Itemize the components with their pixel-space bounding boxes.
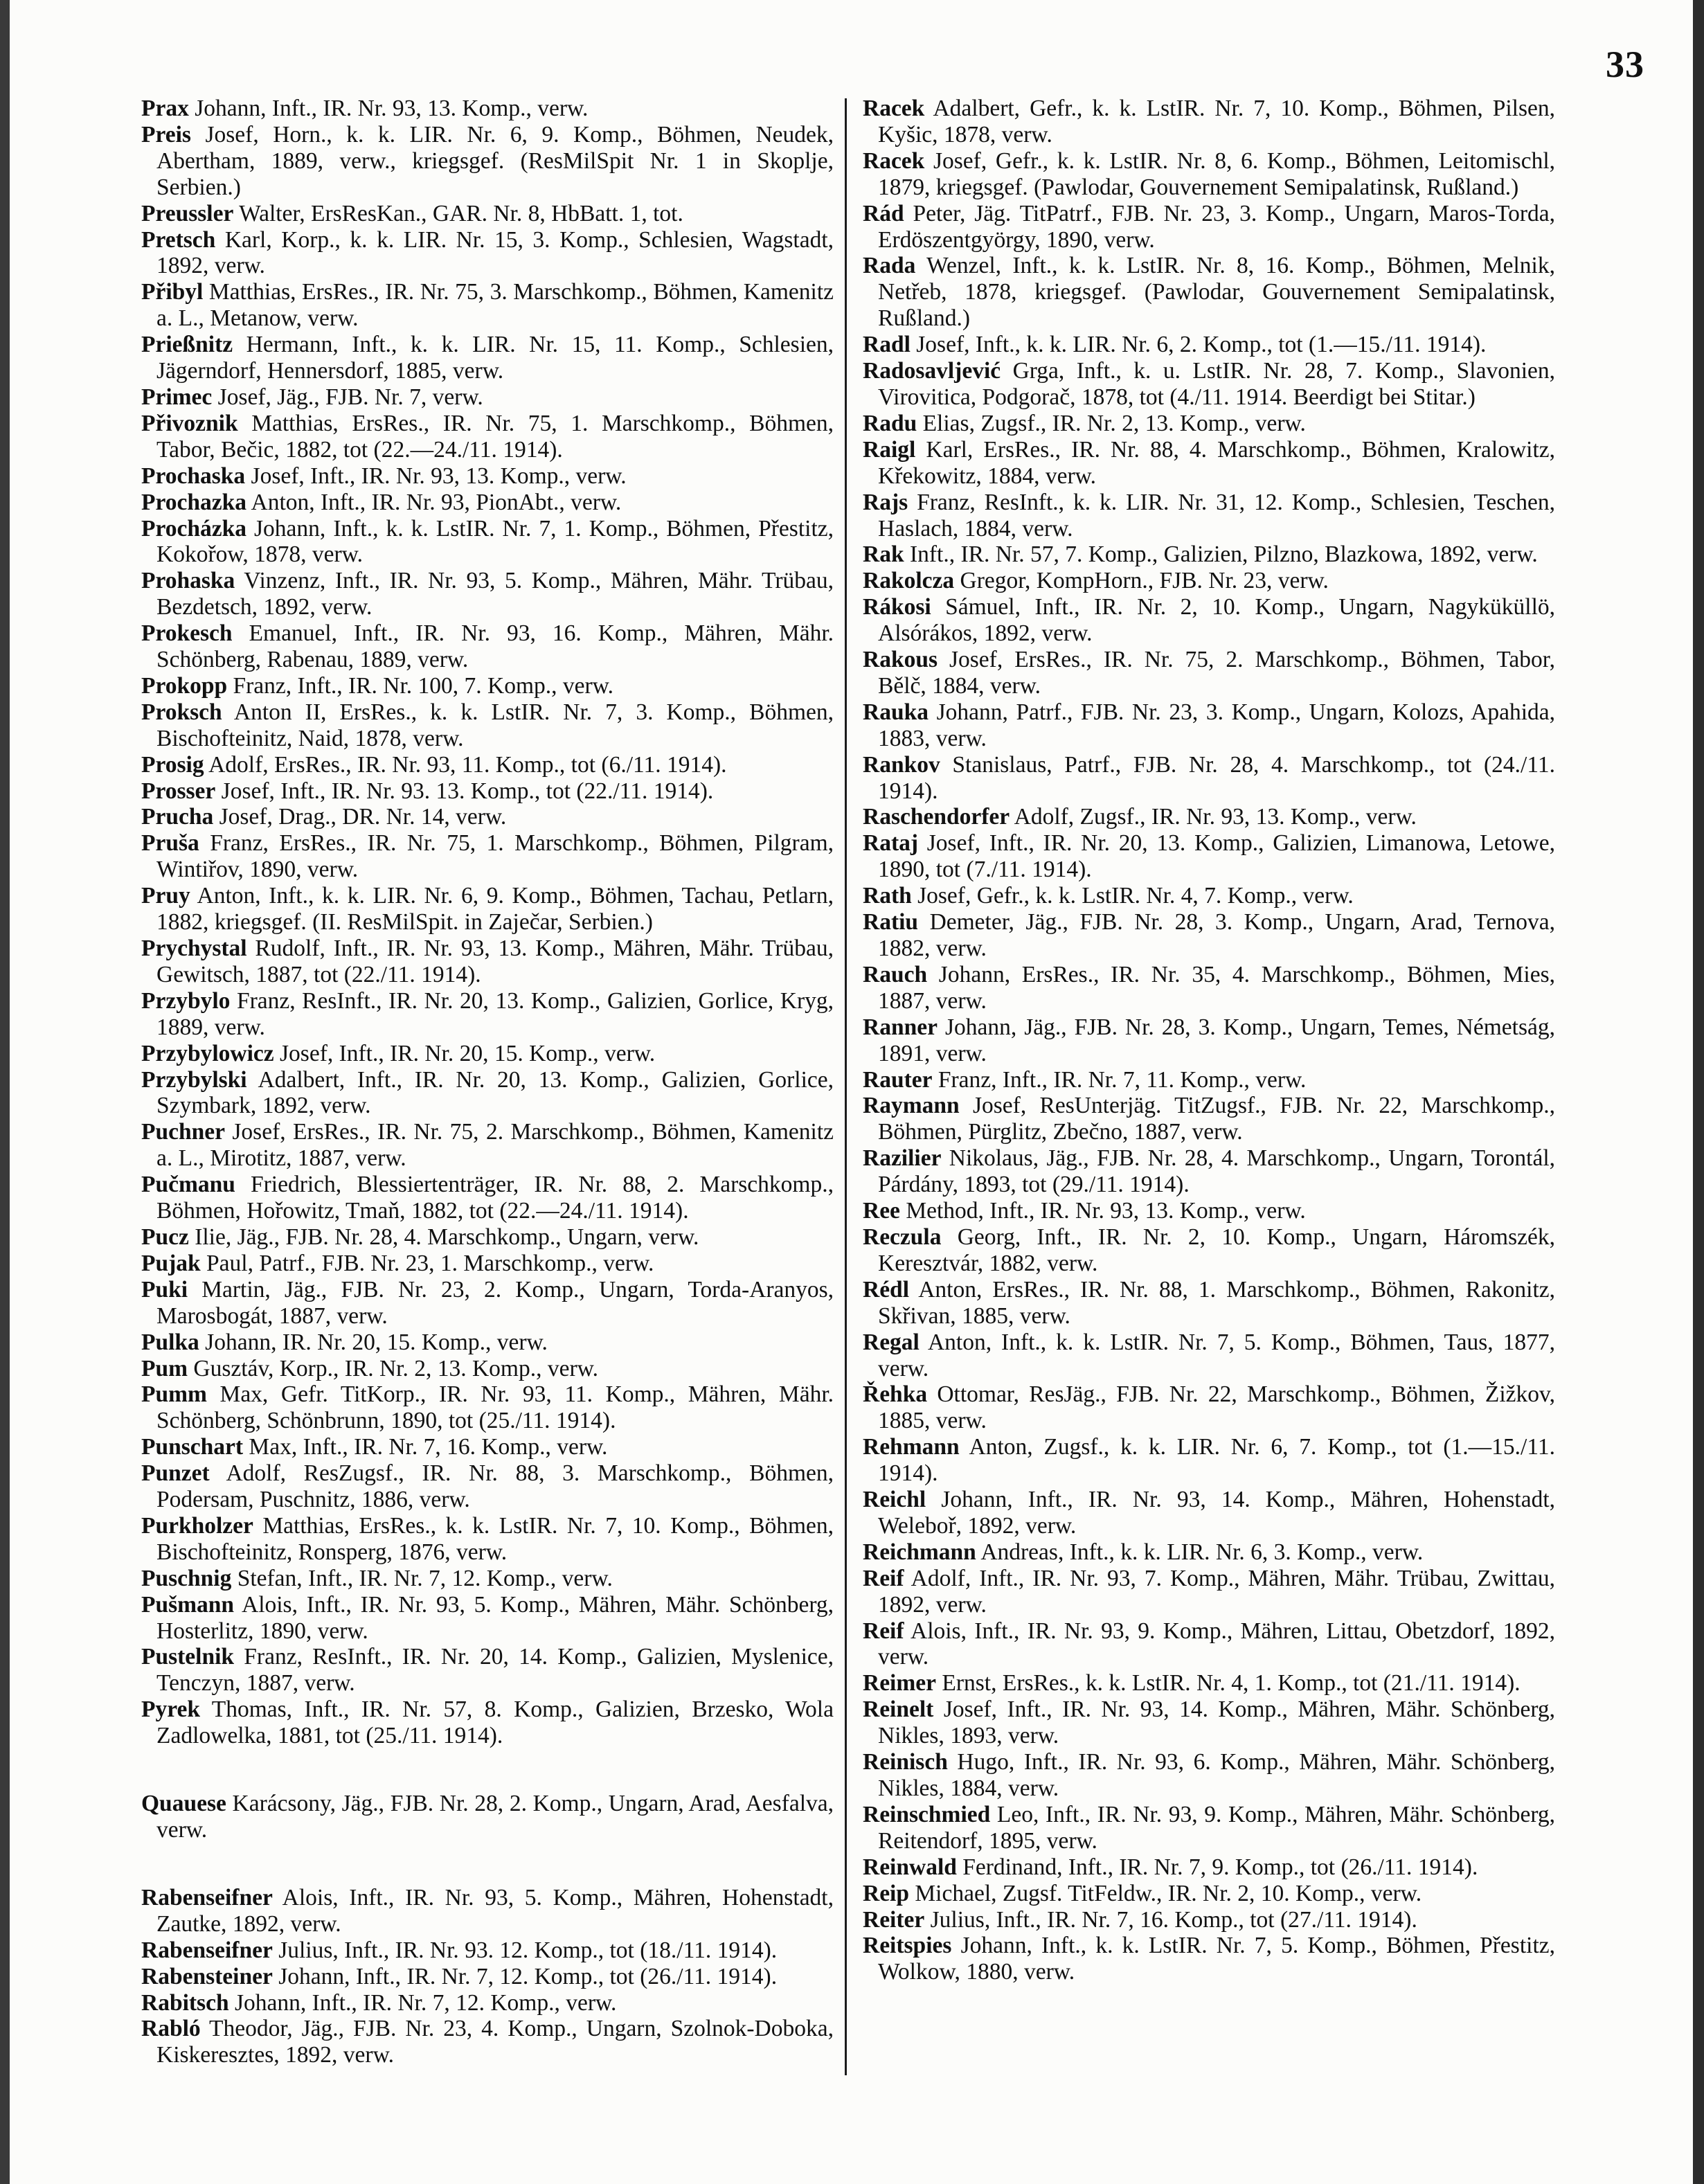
section-gap <box>141 1749 834 1791</box>
entry-details: Adalbert, Gefr., k. k. LstIR. Nr. 7, 10. Komp., Böhmen, Pilsen, Kyšic, 1878, verw. <box>878 96 1555 147</box>
entry-surname: Pum <box>141 1355 188 1381</box>
entry-surname: Pruy <box>141 883 190 909</box>
entry-details: Franz, Inft., IR. Nr. 100, 7. Komp., verw. <box>233 672 614 699</box>
register-entry <box>863 699 1555 752</box>
entry-surname: Rákosi <box>863 594 931 620</box>
register-entry <box>141 1330 834 1356</box>
entry-details: Josef, Horn., k. k. LIR. Nr. 6, 9. Komp., Böhmen, Neudek, Abertham, 1889, verw., kriegsgef. (ResMilSpit Nr. 1 in Skoplje, Serbien.) <box>156 121 834 200</box>
entry-details: Johann, Inft., IR. Nr. 7, 12. Komp., verw. <box>234 1989 617 2016</box>
entry-surname: Procházka <box>141 515 246 541</box>
entry-details: Leo, Inft., IR. Nr. 93, 9. Komp., Mähren, Mähr. Schönberg, Reitendorf, 1895, verw. <box>878 1801 1555 1854</box>
entry-details: Vinzenz, Inft., IR. Nr. 93, 5. Komp., Mähren, Mähr. Trübau, Bezdetsch, 1892, verw. <box>156 568 834 620</box>
entry-details: Friedrich, Blessiertenträger, IR. Nr. 88, 2. Marschkomp., Böhmen, Hořowitz, Tmaň, 1882, tot (22.—24./11. 1914). <box>156 1172 834 1224</box>
register-entry <box>863 1434 1555 1487</box>
entry-surname: Pyrek <box>141 1697 200 1723</box>
entry-details: Wenzel, Inft., k. k. LstIR. Nr. 8, 16. Komp., Böhmen, Melnik, Netřeb, 1878, kriegsgef. (Pawlodar, Gouvernement Semipalatinsk, Rußland.) <box>878 253 1555 332</box>
entry-details: Demeter, Jäg., FJB. Nr. 28, 3. Komp., Ungarn, Arad, Ternova, 1882, verw. <box>878 909 1555 961</box>
entry-surname: Preis <box>141 121 191 147</box>
right-column <box>863 96 1555 1985</box>
entry-surname: Prochaska <box>141 463 246 489</box>
entry-surname: Ree <box>863 1198 900 1224</box>
entry-details: Josef, Inft., IR. Nr. 20, 13. Komp., Galizien, Limanowa, Letowe, 1890, tot (7./11. 1914). <box>878 830 1555 883</box>
register-entry <box>141 830 834 883</box>
entry-details: Julius, Inft., IR. Nr. 93. 12. Komp., tot (18./11. 1914). <box>278 1937 778 1963</box>
register-entry <box>863 568 1555 594</box>
register-entry <box>863 490 1555 542</box>
entry-details: Ernst, ErsRes., k. k. LstIR. Nr. 4, 1. Komp., tot (21./11. 1914). <box>942 1670 1521 1697</box>
entry-surname: Rada <box>863 253 916 279</box>
entry-surname: Reinelt <box>863 1697 934 1723</box>
register-entry <box>141 1067 834 1120</box>
entry-details: Stanislaus, Patrf., FJB. Nr. 28, 4. Marschkomp., tot (24./11. 1914). <box>878 751 1555 804</box>
register-entry <box>863 1670 1555 1697</box>
entry-surname: Prosser <box>141 778 216 804</box>
entry-details: Josef, Gefr., k. k. LstIR. Nr. 8, 6. Komp., Böhmen, Leitomischl, 1879, kriegsgef. (Pawlodar, Gouvernement Semipalatinsk, Rußland.) <box>878 147 1555 200</box>
entry-surname: Pušmann <box>141 1591 235 1618</box>
register-entry <box>863 1330 1555 1382</box>
register-entry <box>141 673 834 699</box>
entry-details: Franz, ResInft., IR. Nr. 20, 14. Komp., Galizien, Myslenice, Tenczyn, 1887, verw. <box>156 1644 834 1697</box>
entry-surname: Reif <box>863 1565 904 1591</box>
entry-surname: Rabenseifner <box>141 1937 273 1963</box>
entry-surname: Primec <box>141 384 213 410</box>
entry-details: Elias, Zugsf., IR. Nr. 2, 13. Komp., verw. <box>922 410 1306 436</box>
entry-surname: Rabitsch <box>141 1989 229 2016</box>
register-entry <box>141 227 834 280</box>
register-entry <box>141 1356 834 1382</box>
entry-surname: Rédl <box>863 1276 909 1303</box>
register-entry <box>863 1881 1555 1907</box>
entry-surname: Puschnig <box>141 1565 232 1591</box>
entry-details: Adolf, ResZugsf., IR. Nr. 88, 3. Marschkomp., Böhmen, Podersam, Puschnitz, 1886, verw. <box>156 1460 834 1513</box>
register-entry <box>863 1198 1555 1224</box>
entry-surname: Pumm <box>141 1381 207 1408</box>
entry-details: Max, Inft., IR. Nr. 7, 16. Komp., verw. <box>249 1434 608 1460</box>
register-entry <box>141 1964 834 1990</box>
entry-surname: Prochazka <box>141 489 246 515</box>
entry-details: Paul, Patrf., FJB. Nr. 23, 1. Marschkomp., verw. <box>206 1250 654 1276</box>
entry-details: Julius, Inft., IR. Nr. 7, 16. Komp., tot (27./11. 1914). <box>930 1906 1417 1933</box>
entry-surname: Raigl <box>863 436 916 463</box>
left-column <box>141 96 834 2068</box>
register-entry <box>141 2016 834 2068</box>
entry-details: Matthias, ErsRes., k. k. LstIR. Nr. 7, 10. Komp., Böhmen, Bischofteinitz, Ronsperg, 1876, verw. <box>156 1512 834 1565</box>
register-entry <box>863 1539 1555 1566</box>
entry-surname: Pulka <box>141 1329 199 1355</box>
register-entry <box>863 1933 1555 1985</box>
entry-details: Ilie, Jäg., FJB. Nr. 28, 4. Marschkomp., Ungarn, verw. <box>195 1224 699 1250</box>
entry-details: Franz, ResInft., IR. Nr. 20, 13. Komp., Galizien, Gorlice, Kryg, 1889, verw. <box>156 987 834 1040</box>
entry-surname: Pučmanu <box>141 1172 235 1198</box>
register-entry <box>863 647 1555 699</box>
entry-details: Anton II, ErsRes., k. k. LstIR. Nr. 7, 3. Komp., Böhmen, Bischofteinitz, Naid, 1878, verw. <box>156 699 834 751</box>
entry-surname: Rabló <box>141 2016 201 2042</box>
register-entry <box>863 96 1555 148</box>
entry-surname: Prohaska <box>141 568 235 594</box>
entry-details: Josef, Inft., k. k. LIR. Nr. 6, 2. Komp., tot (1.—15./11. 1914). <box>916 332 1487 358</box>
entry-surname: Punschart <box>141 1434 244 1460</box>
entry-surname: Reczula <box>863 1224 942 1250</box>
entry-surname: Rauka <box>863 699 929 725</box>
entry-surname: Reiter <box>863 1906 925 1933</box>
entry-surname: Radosavljević <box>863 358 1001 384</box>
register-entry <box>141 1460 834 1513</box>
entry-details: Hugo, Inft., IR. Nr. 93, 6. Komp., Mähren, Mähr. Schönberg, Nikles, 1884, verw. <box>878 1749 1556 1801</box>
register-entry <box>141 384 834 411</box>
entry-details: Grga, Inft., k. u. LstIR. Nr. 28, 7. Komp., Slavonien, Virovitica, Podgorač, 1878, tot (4./11. 1914. Beerdigt bei Stitar.) <box>878 358 1555 410</box>
register-entry <box>863 411 1555 437</box>
entry-details: Method, Inft., IR. Nr. 93, 13. Komp., verw. <box>906 1198 1306 1224</box>
entry-details: Johann, Inft., IR. Nr. 93, 14. Komp., Mähren, Hohenstadt, Weleboř, 1892, verw. <box>878 1487 1556 1539</box>
register-entry <box>863 1618 1555 1671</box>
entry-details: Gusztáv, Korp., IR. Nr. 2, 13. Komp., verw. <box>193 1355 598 1381</box>
entry-details: Johann, Inft., k. k. LstIR. Nr. 7, 5. Komp., Böhmen, Přestitz, Wolkow, 1880, verw. <box>878 1933 1555 1985</box>
register-entry <box>141 778 834 805</box>
register-entry <box>863 358 1555 411</box>
register-entry <box>141 1277 834 1330</box>
entry-surname: Razilier <box>863 1145 942 1172</box>
entry-details: Georg, Inft., IR. Nr. 2, 10. Komp., Ungarn, Háromszék, Keresztvár, 1882, verw. <box>878 1224 1556 1276</box>
entry-details: Adolf, Zugsf., IR. Nr. 93, 13. Komp., verw. <box>1014 804 1417 830</box>
register-entry <box>141 463 834 490</box>
register-entry <box>141 988 834 1041</box>
entry-surname: Přivoznik <box>141 410 238 436</box>
entry-details: Johann, Inft., IR. Nr. 93, 13. Komp., verw. <box>195 96 589 121</box>
entry-surname: Rakous <box>863 647 938 673</box>
entry-details: Alois, Inft., IR. Nr. 93, 5. Komp., Mähren, Mähr. Schönberg, Hosterlitz, 1890, verw. <box>156 1591 834 1644</box>
register-entry <box>863 594 1555 647</box>
entry-details: Johann, IR. Nr. 20, 15. Komp., verw. <box>205 1329 548 1355</box>
register-entry <box>141 1592 834 1645</box>
entry-surname: Prax <box>141 96 189 121</box>
entry-details: Adolf, ErsRes., IR. Nr. 93, 11. Komp., tot (6./11. 1914). <box>208 751 727 778</box>
register-entry <box>141 516 834 569</box>
entry-details: Sámuel, Inft., IR. Nr. 2, 10. Komp., Ungarn, Nagyküküllö, Alsórákos, 1892, verw. <box>878 594 1556 647</box>
entry-surname: Pruša <box>141 830 199 857</box>
register-entry <box>863 541 1555 568</box>
register-entry <box>863 1907 1555 1933</box>
register-entry <box>141 1566 834 1592</box>
register-entry <box>141 936 834 988</box>
entry-surname: Reip <box>863 1880 909 1906</box>
register-entry <box>141 1224 834 1251</box>
entry-surname: Rabenseifner <box>141 1884 273 1910</box>
entry-details: Karl, ErsRes., IR. Nr. 88, 4. Marschkomp., Böhmen, Kralowitz, Křekowitz, 1884, verw. <box>878 436 1555 489</box>
entry-surname: Regal <box>863 1329 920 1355</box>
register-entry <box>141 1513 834 1566</box>
register-entry <box>863 883 1555 909</box>
entry-surname: Reinisch <box>863 1749 948 1775</box>
register-entry <box>141 1937 834 1964</box>
register-entry <box>863 437 1555 490</box>
register-entry <box>141 201 834 227</box>
register-entry <box>141 1885 834 1937</box>
entry-details: Franz, ErsRes., IR. Nr. 75, 1. Marschkomp., Böhmen, Pilgram, Wintiřov, 1890, verw. <box>156 830 834 883</box>
entry-details: Anton, Inft., IR. Nr. 93, PionAbt., verw. <box>251 489 622 515</box>
entry-details: Theodor, Jäg., FJB. Nr. 23, 4. Komp., Ungarn, Szolnok-Doboka, Kiskeresztes, 1892, verw. <box>156 2016 834 2068</box>
entry-surname: Reichmann <box>863 1539 976 1565</box>
register-entry <box>863 1566 1555 1618</box>
entry-surname: Rataj <box>863 830 919 857</box>
entry-surname: Řehka <box>863 1381 928 1408</box>
entry-details: Hermann, Inft., k. k. LIR. Nr. 15, 11. Komp., Schlesien, Jägerndorf, Hennersdorf, 1885, verw. <box>156 332 834 384</box>
entry-surname: Raymann <box>863 1093 960 1119</box>
register-entry <box>141 1381 834 1434</box>
entry-details: Franz, ResInft., k. k. LIR. Nr. 31, 12. Komp., Schlesien, Teschen, Haslach, 1884, verw. <box>878 489 1555 541</box>
entry-details: Karácsony, Jäg., FJB. Nr. 28, 2. Komp., Ungarn, Arad, Aesfalva, verw. <box>156 1791 834 1843</box>
entry-surname: Přibyl <box>141 279 204 305</box>
entry-surname: Reitspies <box>863 1933 952 1959</box>
register-entry <box>141 1119 834 1172</box>
entry-surname: Punzet <box>141 1460 210 1487</box>
entry-details: Emanuel, Inft., IR. Nr. 93, 16. Komp., Mähren, Mähr. Schönberg, Rabenau, 1889, verw. <box>156 620 834 673</box>
entry-details: Ottomar, ResJäg., FJB. Nr. 22, Marschkomp., Böhmen, Žižkov, 1885, verw. <box>878 1381 1555 1434</box>
entry-details: Max, Gefr. TitKorp., IR. Nr. 93, 11. Komp., Mähren, Mähr. Schönberg, Schönbrunn, 1890, tot (25./11. 1914). <box>156 1381 834 1434</box>
register-entry <box>141 1251 834 1277</box>
entry-surname: Reinwald <box>863 1854 957 1880</box>
entry-surname: Prokopp <box>141 672 228 699</box>
register-entry <box>141 411 834 463</box>
entry-details: Josef, ErsRes., IR. Nr. 75, 2. Marschkomp., Böhmen, Kamenitz a. L., Mirotitz, 1887, verw. <box>156 1119 834 1172</box>
entry-details: Johann, ErsRes., IR. Nr. 35, 4. Marschkomp., Böhmen, Mies, 1887, verw. <box>878 961 1556 1014</box>
register-entry <box>141 96 834 122</box>
register-entry <box>141 1990 834 2016</box>
register-entry <box>141 1697 834 1749</box>
register-entry <box>141 752 834 778</box>
entry-details: Josef, Jäg., FJB. Nr. 7, verw. <box>217 384 483 410</box>
register-entry <box>863 804 1555 830</box>
entry-surname: Przybylski <box>141 1066 247 1093</box>
entry-surname: Pucz <box>141 1224 189 1250</box>
entry-surname: Prosig <box>141 751 204 778</box>
entry-details: Rudolf, Inft., IR. Nr. 93, 13. Komp., Mähren, Mähr. Trübau, Gewitsch, 1887, tot (22./11. 1914). <box>156 936 834 987</box>
entry-details: Josef, Inft., IR. Nr. 93, 14. Komp., Mähren, Mähr. Schönberg, Nikles, 1893, verw. <box>878 1697 1556 1749</box>
register-entry <box>863 1277 1555 1330</box>
entry-details: Ferdinand, Inft., IR. Nr. 7, 9. Komp., tot (26./11. 1914). <box>962 1854 1478 1880</box>
register-entry <box>141 568 834 620</box>
entry-surname: Quauese <box>141 1791 226 1817</box>
entry-details: Walter, ErsResKan., GAR. Nr. 8, HbBatt. 1, tot. <box>239 200 683 226</box>
register-entry <box>863 1067 1555 1093</box>
entry-details: Josef, ResUnterjäg. TitZugsf., FJB. Nr. 22, Marschkomp., Böhmen, Pürglitz, Zbečno, 1887, verw. <box>878 1093 1555 1145</box>
register-entry <box>141 883 834 936</box>
entry-details: Josef, Inft., IR. Nr. 93, 13. Komp., verw. <box>251 463 627 489</box>
register-entry <box>141 490 834 516</box>
entry-details: Josef, Gefr., k. k. LstIR. Nr. 4, 7. Komp., verw. <box>917 883 1354 909</box>
entry-details: Martin, Jäg., FJB. Nr. 23, 2. Komp., Ungarn, Torda-Aranyos, Marosbogát, 1887, verw. <box>156 1276 834 1329</box>
register-entry <box>141 620 834 673</box>
register-entry <box>141 1434 834 1460</box>
entry-details: Josef, ErsRes., IR. Nr. 75, 2. Marschkomp., Böhmen, Tabor, Bělč, 1884, verw. <box>878 647 1555 699</box>
register-entry <box>863 1093 1555 1145</box>
entry-surname: Reinschmied <box>863 1801 991 1827</box>
register-entry <box>141 804 834 830</box>
register-entry <box>141 1791 834 1843</box>
entry-details: Johann, Inft., k. k. LstIR. Nr. 7, 1. Komp., Böhmen, Přestitz, Kokořow, 1878, verw. <box>156 515 834 568</box>
entry-details: Adalbert, Inft., IR. Nr. 20, 13. Komp., Galizien, Gorlice, Szymbark, 1892, verw. <box>156 1066 834 1119</box>
entry-surname: Racek <box>863 96 925 121</box>
entry-surname: Rak <box>863 541 904 568</box>
entry-surname: Pujak <box>141 1250 201 1276</box>
entry-surname: Rád <box>863 200 904 226</box>
entry-details: Adolf, Inft., IR. Nr. 93, 7. Komp., Mähren, Mähr. Trübau, Zwittau, 1892, verw. <box>878 1565 1555 1618</box>
entry-details: Peter, Jäg. TitPatrf., FJB. Nr. 23, 3. Komp., Ungarn, Maros-Torda, Erdöszentgyörgy, 1890, verw. <box>878 200 1555 253</box>
entry-surname: Przybylo <box>141 987 231 1014</box>
entry-details: Thomas, Inft., IR. Nr. 57, 8. Komp., Galizien, Brzesko, Wola Zadlowelka, 1881, tot (25./11. 1914). <box>156 1697 834 1749</box>
entry-surname: Radu <box>863 410 917 436</box>
entry-details: Inft., IR. Nr. 57, 7. Komp., Galizien, Pilzno, Blazkowa, 1892, verw. <box>909 541 1538 568</box>
register-entry <box>141 279 834 332</box>
entry-surname: Rehmann <box>863 1434 960 1460</box>
entry-surname: Rabensteiner <box>141 1963 273 1989</box>
entry-surname: Pretsch <box>141 226 216 253</box>
register-entry <box>863 253 1555 332</box>
register-entry <box>141 1172 834 1224</box>
entry-details: Alois, Inft., IR. Nr. 93, 5. Komp., Mähren, Hohenstadt, Zautke, 1892, verw. <box>156 1884 834 1937</box>
register-entry <box>863 1749 1555 1802</box>
register-entry <box>863 1802 1555 1854</box>
entry-surname: Racek <box>863 147 925 174</box>
entry-details: Andreas, Inft., k. k. LIR. Nr. 6, 3. Komp., verw. <box>980 1539 1424 1565</box>
entry-surname: Puchner <box>141 1119 225 1145</box>
entry-surname: Pustelnik <box>141 1644 235 1670</box>
register-entry <box>863 1014 1555 1067</box>
register-entry <box>863 148 1555 201</box>
entry-surname: Reif <box>863 1618 904 1644</box>
section-gap <box>141 1843 834 1885</box>
entry-details: Johann, Patrf., FJB. Nr. 23, 3. Komp., Ungarn, Kolozs, Apahida, 1883, verw. <box>878 699 1555 751</box>
entry-details: Alois, Inft., IR. Nr. 93, 9. Komp., Mähren, Littau, Obetzdorf, 1892, verw. <box>878 1618 1555 1670</box>
page-number: 33 <box>1606 44 1644 85</box>
entry-details: Franz, Inft., IR. Nr. 7, 11. Komp., verw. <box>938 1066 1307 1093</box>
register-entry <box>863 909 1555 962</box>
entry-surname: Ranner <box>863 1014 938 1040</box>
register-entry <box>863 1697 1555 1749</box>
register-entry <box>141 1644 834 1697</box>
entry-surname: Rath <box>863 883 912 909</box>
entry-surname: Ratiu <box>863 909 919 936</box>
column-divider <box>845 98 847 2075</box>
entry-surname: Puki <box>141 1276 188 1303</box>
entry-surname: Rauch <box>863 961 928 987</box>
entry-details: Josef, Inft., IR. Nr. 20, 15. Komp., verw. <box>280 1040 656 1066</box>
register-entry <box>863 1145 1555 1198</box>
entry-surname: Proksch <box>141 699 222 725</box>
register-entry <box>141 1041 834 1067</box>
entry-details: Anton, Zugsf., k. k. LIR. Nr. 6, 7. Komp., tot (1.—15./11. 1914). <box>878 1434 1555 1487</box>
entry-details: Johann, Jäg., FJB. Nr. 28, 3. Komp., Ungarn, Temes, Németság, 1891, verw. <box>878 1014 1556 1066</box>
register-entry <box>863 752 1555 805</box>
entry-surname: Rakolcza <box>863 568 955 594</box>
entry-surname: Reimer <box>863 1670 937 1697</box>
entry-details: Matthias, ErsRes., IR. Nr. 75, 1. Marschkomp., Böhmen, Tabor, Bečic, 1882, tot (22.—24./11. 1914). <box>156 410 834 463</box>
entry-details: Gregor, KompHorn., FJB. Nr. 23, verw. <box>960 568 1329 594</box>
entry-surname: Rauter <box>863 1066 933 1093</box>
entry-surname: Reichl <box>863 1487 926 1513</box>
register-entry <box>141 332 834 384</box>
entry-surname: Raschendorfer <box>863 804 1010 830</box>
entry-details: Johann, Inft., IR. Nr. 7, 12. Komp., tot (26./11. 1914). <box>278 1963 778 1989</box>
entry-surname: Preussler <box>141 200 234 226</box>
entry-surname: Prießnitz <box>141 332 233 358</box>
entry-surname: Prucha <box>141 804 214 830</box>
entry-details: Anton, ErsRes., IR. Nr. 88, 1. Marschkomp., Böhmen, Rakonitz, Skřivan, 1885, verw. <box>878 1276 1555 1329</box>
register-entry <box>863 1487 1555 1539</box>
entry-details: Karl, Korp., k. k. LIR. Nr. 15, 3. Komp., Schlesien, Wagstadt, 1892, verw. <box>156 226 834 279</box>
register-entry <box>863 332 1555 358</box>
entry-surname: Purkholzer <box>141 1512 253 1539</box>
register-entry <box>863 1381 1555 1434</box>
register-entry <box>141 122 834 201</box>
entry-details: Josef, Inft., IR. Nr. 93. 13. Komp., tot (22./11. 1914). <box>221 778 714 804</box>
entry-surname: Prychystal <box>141 936 247 961</box>
entry-details: Nikolaus, Jäg., FJB. Nr. 28, 4. Marschkomp., Ungarn, Torontál, Párdány, 1893, tot (29./11. 1914). <box>878 1145 1556 1198</box>
register-entry <box>863 830 1555 883</box>
entry-details: Michael, Zugsf. TitFeldw., IR. Nr. 2, 10. Komp., verw. <box>915 1880 1422 1906</box>
register-entry <box>863 962 1555 1014</box>
entry-surname: Rajs <box>863 489 908 515</box>
entry-surname: Prokesch <box>141 620 233 647</box>
entry-details: Anton, Inft., k. k. LstIR. Nr. 7, 5. Komp., Böhmen, Taus, 1877, verw. <box>878 1329 1556 1381</box>
entry-details: Matthias, ErsRes., IR. Nr. 75, 3. Marschkomp., Böhmen, Kamenitz a. L., Metanow, verw. <box>156 279 834 332</box>
entry-details: Stefan, Inft., IR. Nr. 7, 12. Komp., verw. <box>237 1565 613 1591</box>
entry-surname: Rankov <box>863 751 940 778</box>
entry-surname: Radl <box>863 332 911 358</box>
entry-details: Anton, Inft., k. k. LIR. Nr. 6, 9. Komp., Böhmen, Tachau, Petlarn, 1882, kriegsgef. (II. ResMilSpit. in Zaječar, Serbien.) <box>156 883 834 936</box>
register-entry <box>863 1854 1555 1881</box>
entry-details: Josef, Drag., DR. Nr. 14, verw. <box>219 804 507 830</box>
register-entry <box>863 1224 1555 1277</box>
register-entry <box>141 699 834 752</box>
register-entry <box>863 201 1555 253</box>
entry-surname: Przybylowicz <box>141 1040 274 1066</box>
